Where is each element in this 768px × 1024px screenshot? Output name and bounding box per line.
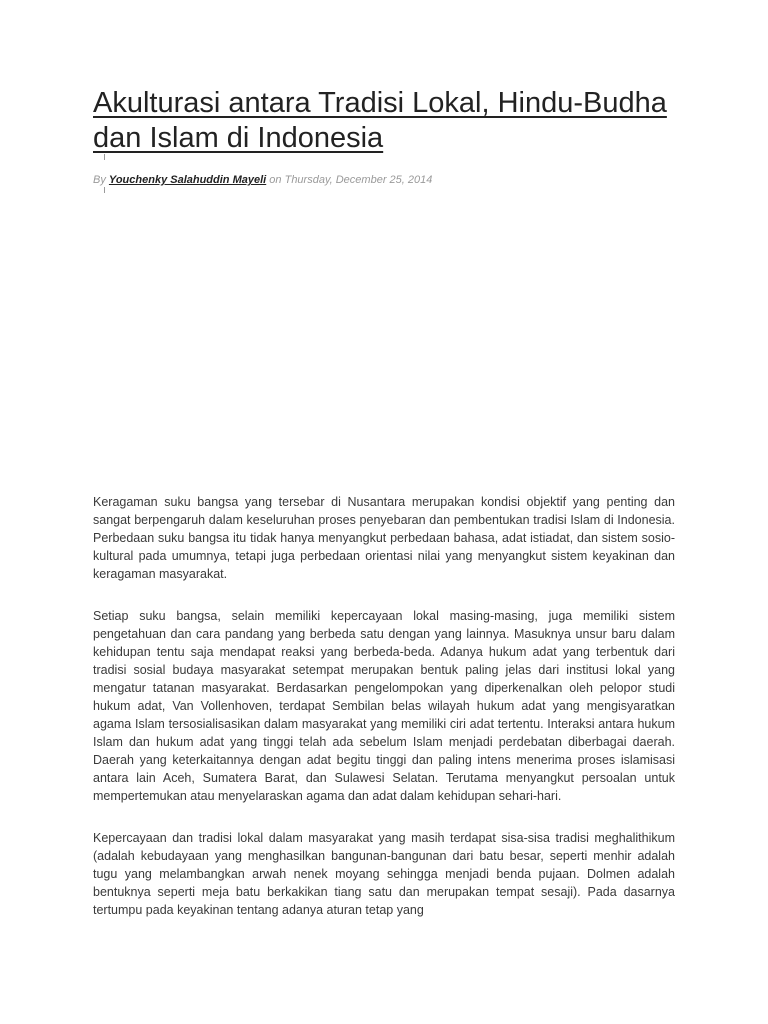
paragraph: Setiap suku bangsa, selain memiliki kepercayaan lokal masing-masing, juga memiliki sistem pengetahuan dan cara pandang yang berbeda satu dengan yang lainnya. Masuknya unsur baru dalam kehidupan tentu saja mendapat reaksi yang berbeda-beda. Adanya hukum adat yang terbentuk dari tradisi sosial budaya masyarakat setempat merupakan bentuk paling jelas dari institusi lokal yang mengatur tatanan masyarakat. Berdasarkan pengelompokan yang diperkenalkan oleh pelopor studi hukum adat, Van Vollenhoven, terdapat Sembilan belas wilayah hukum adat yang mengisyaratkan agama Islam tersosialisasikan dalam masyarakat yang memiliki ciri adat tertentu. Interaksi antara hukum Islam dan hukum adat yang tinggi telah ada sebelum Islam menjadi perdebatan diberbagai daerah. Daerah yang keterkaitannya dengan adat begitu tinggi dan paling intens menerima proses islamisasi antara lain Aceh, Sumatera Barat, dan Sulawesi Selatan. Terutama menyangkut persoalan untuk mempertemukan atau menyelaraskan agama dan adat dalam kehidupan sehari-hari. bbox=[93, 609, 675, 803]
divider-tick bbox=[104, 187, 105, 193]
divider-tick bbox=[104, 154, 105, 160]
author-link[interactable]: Youchenky Salahuddin Mayeli bbox=[108, 174, 267, 186]
byline bbox=[93, 173, 432, 187]
byline-on: on bbox=[269, 174, 282, 186]
article-title[interactable]: Akulturasi antara Tradisi Lokal, Hindu-Budha dan Islam di Indonesia bbox=[93, 87, 667, 154]
publish-date: Thursday, December 25, 2014 bbox=[284, 174, 433, 186]
article-body bbox=[93, 493, 675, 943]
paragraph: Keragaman suku bangsa yang tersebar di Nusantara merupakan kondisi objektif yang penting dan sangat berpengaruh dalam keseluruhan proses penyebaran dan pembentukan tradisi Islam di Indonesia. Perbedaan suku bangsa itu tidak hanya menyangkut perbedaan bahasa, adat istiadat, dan sistem sosio-kultural pada umumnya, tetapi juga perbedaan orientasi nilai yang menyangkut sistem keyakinan dan keragaman masyarakat. bbox=[93, 495, 675, 581]
paragraph: Kepercayaan dan tradisi lokal dalam masyarakat yang masih terdapat sisa-sisa tradisi meghalithikum (adalah kebudayaan yang menghasilkan bangunan-bangunan dari batu besar, seperti menhir adalah tugu yang melambangkan arwah nenek moyang sehingga menjadi benda pujaan. Dolmen adalah bentuknya seperti meja batu berkakikan tiang satu dan merupakan tempat sesaji). Pada dasarnya tertumpu pada keyakinan tentang adanya aturan tetap yang bbox=[93, 831, 675, 917]
article bbox=[93, 86, 675, 917]
byline-prefix: By bbox=[93, 174, 106, 186]
